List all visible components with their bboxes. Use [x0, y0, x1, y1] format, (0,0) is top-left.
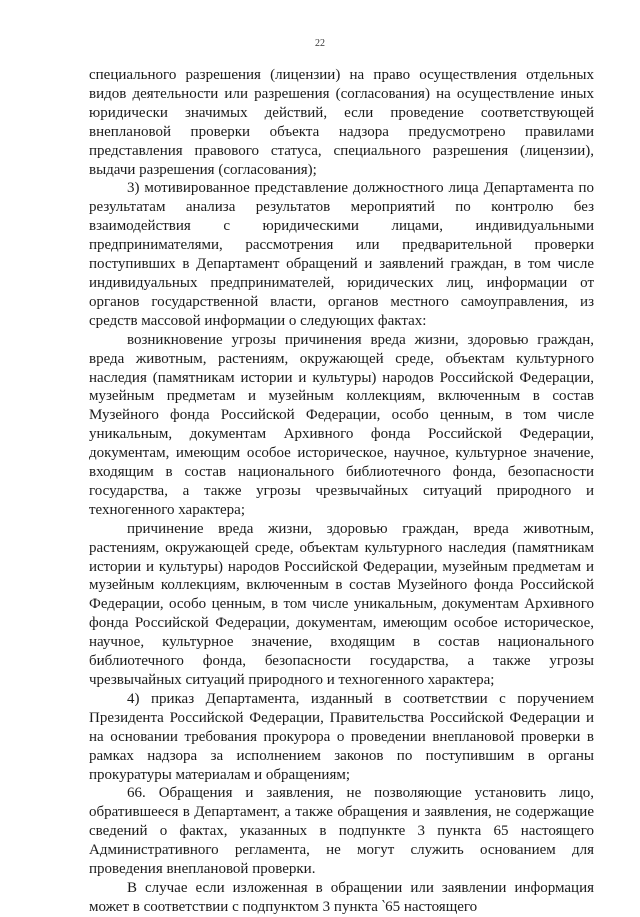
- paragraph-harm: причинение вреда жизни, здоровью граждан, вреда животным, растениям, окружающей среде, объектам культурного наследия (памятникам истории и культуры) народов Российской Федерации, музейным предметам и музейным коллекциям, включенным в состав Музейного фонда Российской Федерации, особо ценным, в том числе уникальным, документам Архивного фонда Российской Федерации, документам, имеющим особое историческое, научное, культурное значение, входящим в состав национального библиотечного фонда, безопасности государства, а также угрозы чрезвычайных ситуаций природного и техногенного характера;: [89, 520, 594, 688]
- page-number: 22: [315, 38, 325, 49]
- paragraph-last: В случае если изложенная в обращении или заявлении информация может в соответствии с подпунктом 3 пункта ‵65 настоящего: [89, 879, 594, 915]
- document-body: [89, 66, 594, 917]
- paragraph-threat: возникновение угрозы причинения вреда жизни, здоровью граждан, вреда животным, растениям, окружающей среде, объектам культурного наследия (памятникам истории и культуры) народов Российской Федерации, музейным предметам и музейным коллекциям, включенным в состав Музейного фонда Российской Федерации, особо ценным, в том числе уникальным, документам Архивного фонда Российской Федерации, документам, имеющим особое историческое, научное, культурное значение, входящим в состав национального библиотечного фонда, безопасности государства, а также угрозы чрезвычайных ситуаций природного и техногенного характера;: [89, 331, 594, 518]
- paragraph-item-3: 3) мотивированное представление должностного лица Департамента по результатам анализа результатов мероприятий по контролю без взаимодействия с юридическими лицами, индивидуальными предпринимателями, рассмотрения или предварительной проверки поступивших в Департамент обращений и заявлений граждан, в том числе индивидуальных предпринимателей, юридических лиц, информации от органов государственной власти, органов местного самоуправления, из средств массовой информации о следующих фактах:: [89, 180, 594, 329]
- paragraph-continuation: специального разрешения (лицензии) на право осуществления отдельных видов деятельности или разрешения (согласования) на осуществление иных юридически значимых действий, если проведение соответствующей внеплановой проверки объекта надзора предусмотрено правилами представления правового статуса, специального разрешения (лицензии), выдачи разрешения (согласования);: [89, 67, 594, 178]
- paragraph-item-4: 4) приказ Департамента, изданный в соответствии с поручением Президента Российской Федерации, Правительства Российской Федерации и на основании требования прокурора о проведении внеплановой проверки в рамках надзора за исполнением законов по поступившим в органы прокуратуры материалам и обращениям;: [89, 690, 594, 783]
- paragraph-66: 66. Обращения и заявления, не позволяющие установить лицо, обратившееся в Департамент, а также обращения и заявления, не содержащие сведений о фактах, указанных в подпункте 3 пункта 65 настоящего Административного регламента, не могут служить основанием для проведения внеплановой проверки.: [89, 785, 594, 878]
